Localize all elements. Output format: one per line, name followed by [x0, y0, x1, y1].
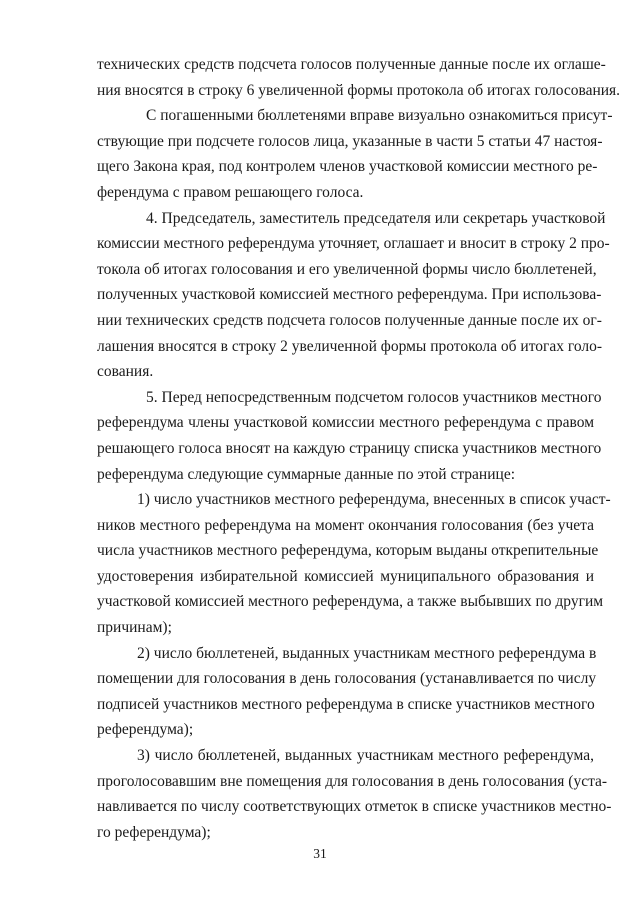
list-item-line: 1) число участников местного референдума, внесенных в список участ- [137, 491, 611, 509]
text-line: полученных участковой комиссией местного референдума. При использова- [97, 286, 602, 304]
text-line: комиссии местного референдума уточняет, оглашает и вносит в строку 2 про- [97, 235, 610, 253]
text-line: числа участников местного референдума, которым выданы открепительные [97, 542, 599, 560]
text-line: токола об итогах голосования и его увеличенной формы число бюллетеней, [97, 260, 597, 278]
text-line: решающего голоса вносят на каждую страницу списка участников местного [97, 439, 602, 457]
text-line: сования. [97, 363, 154, 381]
page-number: 31 [313, 846, 327, 861]
text-line: 4. Председатель, заместитель председателя или секретарь участковой [146, 209, 606, 227]
text-line: щего Закона края, под контролем членов участковой комиссии местного ре- [97, 158, 598, 176]
text-line: С погашенными бюллетенями вправе визуально ознакомиться присут- [146, 107, 613, 125]
text-line: 5. Перед непосредственным подсчетом голосов участников местного [146, 388, 602, 406]
text-line: референдума); [97, 721, 194, 739]
text-line: лашения вносятся в строку 2 увеличенной формы протокола об итогах голо- [97, 337, 603, 355]
text-line: го референдума); [97, 823, 211, 841]
text-line: референдума следующие суммарные данные по этой странице: [97, 465, 516, 483]
body-text [97, 52, 621, 845]
list-item-line: 2) число бюллетеней, выданных участникам местного референдума в [137, 644, 597, 662]
text-line: нии технических средств подсчета голосов полученные данные после их ог- [97, 311, 602, 329]
text-line: ствующие при подсчете голосов лица, указанные в части 5 статьи 47 настоя- [97, 132, 603, 150]
text-line: навливается по числу соответствующих отметок в списке участников местно- [97, 798, 612, 816]
text-line: референдума члены участковой комиссии местного референдума с правом [97, 414, 594, 432]
text-line: причинам); [97, 619, 172, 637]
text-line: ния вносятся в строку 6 увеличенной формы протокола об итогах голосования. [97, 81, 621, 99]
text-line: подписей участников местного референдума в списке участников местного [97, 695, 595, 713]
text-line: ферендума с правом решающего голоса. [97, 183, 364, 201]
text-line: проголосовавшим вне помещения для голосования в день голосования (уста- [97, 772, 608, 790]
text-line: помещении для голосования в день голосования (устанавливается по числу [97, 670, 597, 688]
list-item-line: 3) число бюллетеней, выданных участникам местного референдума, [137, 747, 594, 765]
text-line: участковой комиссией местного референдума, а также выбывших по другим [97, 593, 604, 611]
text-line: технических средств подсчета голосов полученные данные после их оглаше- [97, 56, 606, 73]
text-line: удостоверения избирательной комиссией муниципального образования и [97, 567, 594, 585]
text-line: ников местного референдума на момент окончания голосования (без учета [97, 516, 594, 534]
